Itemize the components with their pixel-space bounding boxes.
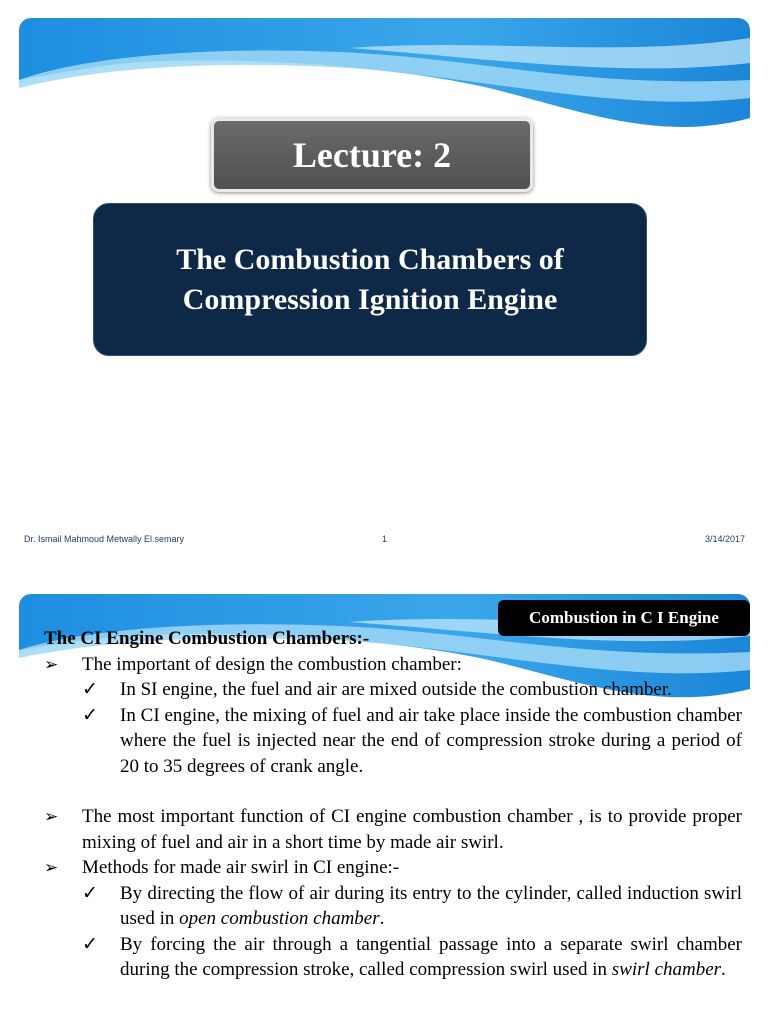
bullet-text: The important of design the combustion chamber: bbox=[82, 653, 462, 675]
list-item bbox=[44, 677, 742, 703]
slide-title bbox=[93, 203, 647, 356]
sub-bullet-text: In CI engine, the mixing of fuel and air take place inside the combustion chamber where the fuel is injected near the end of compression stroke during a period of 20 to 35 degrees of crank angle. bbox=[120, 704, 742, 777]
list-item bbox=[44, 804, 742, 855]
title-line-2: Compression Ignition Engine bbox=[182, 282, 558, 316]
list-item bbox=[44, 703, 742, 780]
list-item bbox=[44, 932, 742, 983]
section-header-tag: Combustion in C I Engine bbox=[498, 600, 750, 636]
content-heading: The CI Engine Combustion Chambers:- bbox=[44, 628, 370, 649]
arrow-bullet-icon: ➢ bbox=[44, 654, 59, 674]
list-item bbox=[44, 855, 742, 881]
footer-author: Dr. Ismail Mahmoud Metwally El.semary bbox=[24, 534, 185, 544]
sub-bullet-text: In SI engine, the fuel and air are mixed outside the combustion chamber. bbox=[120, 679, 672, 700]
arrow-bullet-icon: ➢ bbox=[44, 858, 59, 877]
header-wave-decoration bbox=[19, 18, 750, 133]
sub-bullet-text: By directing the flow of air during its entry to the cylinder, called induction swirl used in open combustion chamber. bbox=[120, 882, 742, 929]
list-item bbox=[44, 652, 742, 678]
sub-bullet-text: By forcing the air through a tangential passage into a separate swirl chamber during the compression stroke, called compression swirl used in swirl chamber. bbox=[120, 933, 742, 980]
bullet-text: The most important function of CI engine combustion chamber , is to provide proper mixing of fuel and air in a short time by made air swirl. bbox=[82, 806, 742, 853]
list-item bbox=[44, 881, 742, 932]
checkmark-icon: ✓ bbox=[82, 933, 98, 955]
footer-page-number: 1 bbox=[382, 534, 388, 544]
title-line-1: The Combustion Chambers of bbox=[176, 242, 564, 276]
slide-content bbox=[44, 626, 742, 983]
bullet-text: Methods for made air swirl in CI engine:- bbox=[82, 857, 400, 878]
footer-date: 3/14/2017 bbox=[704, 534, 745, 544]
slide-1 bbox=[19, 18, 750, 558]
checkmark-icon: ✓ bbox=[82, 882, 98, 904]
lecture-label: Lecture: 2 bbox=[211, 118, 533, 192]
slide-2 bbox=[19, 594, 750, 1024]
checkmark-icon: ✓ bbox=[82, 704, 98, 726]
arrow-bullet-icon: ➢ bbox=[44, 807, 59, 826]
checkmark-icon: ✓ bbox=[82, 679, 98, 700]
